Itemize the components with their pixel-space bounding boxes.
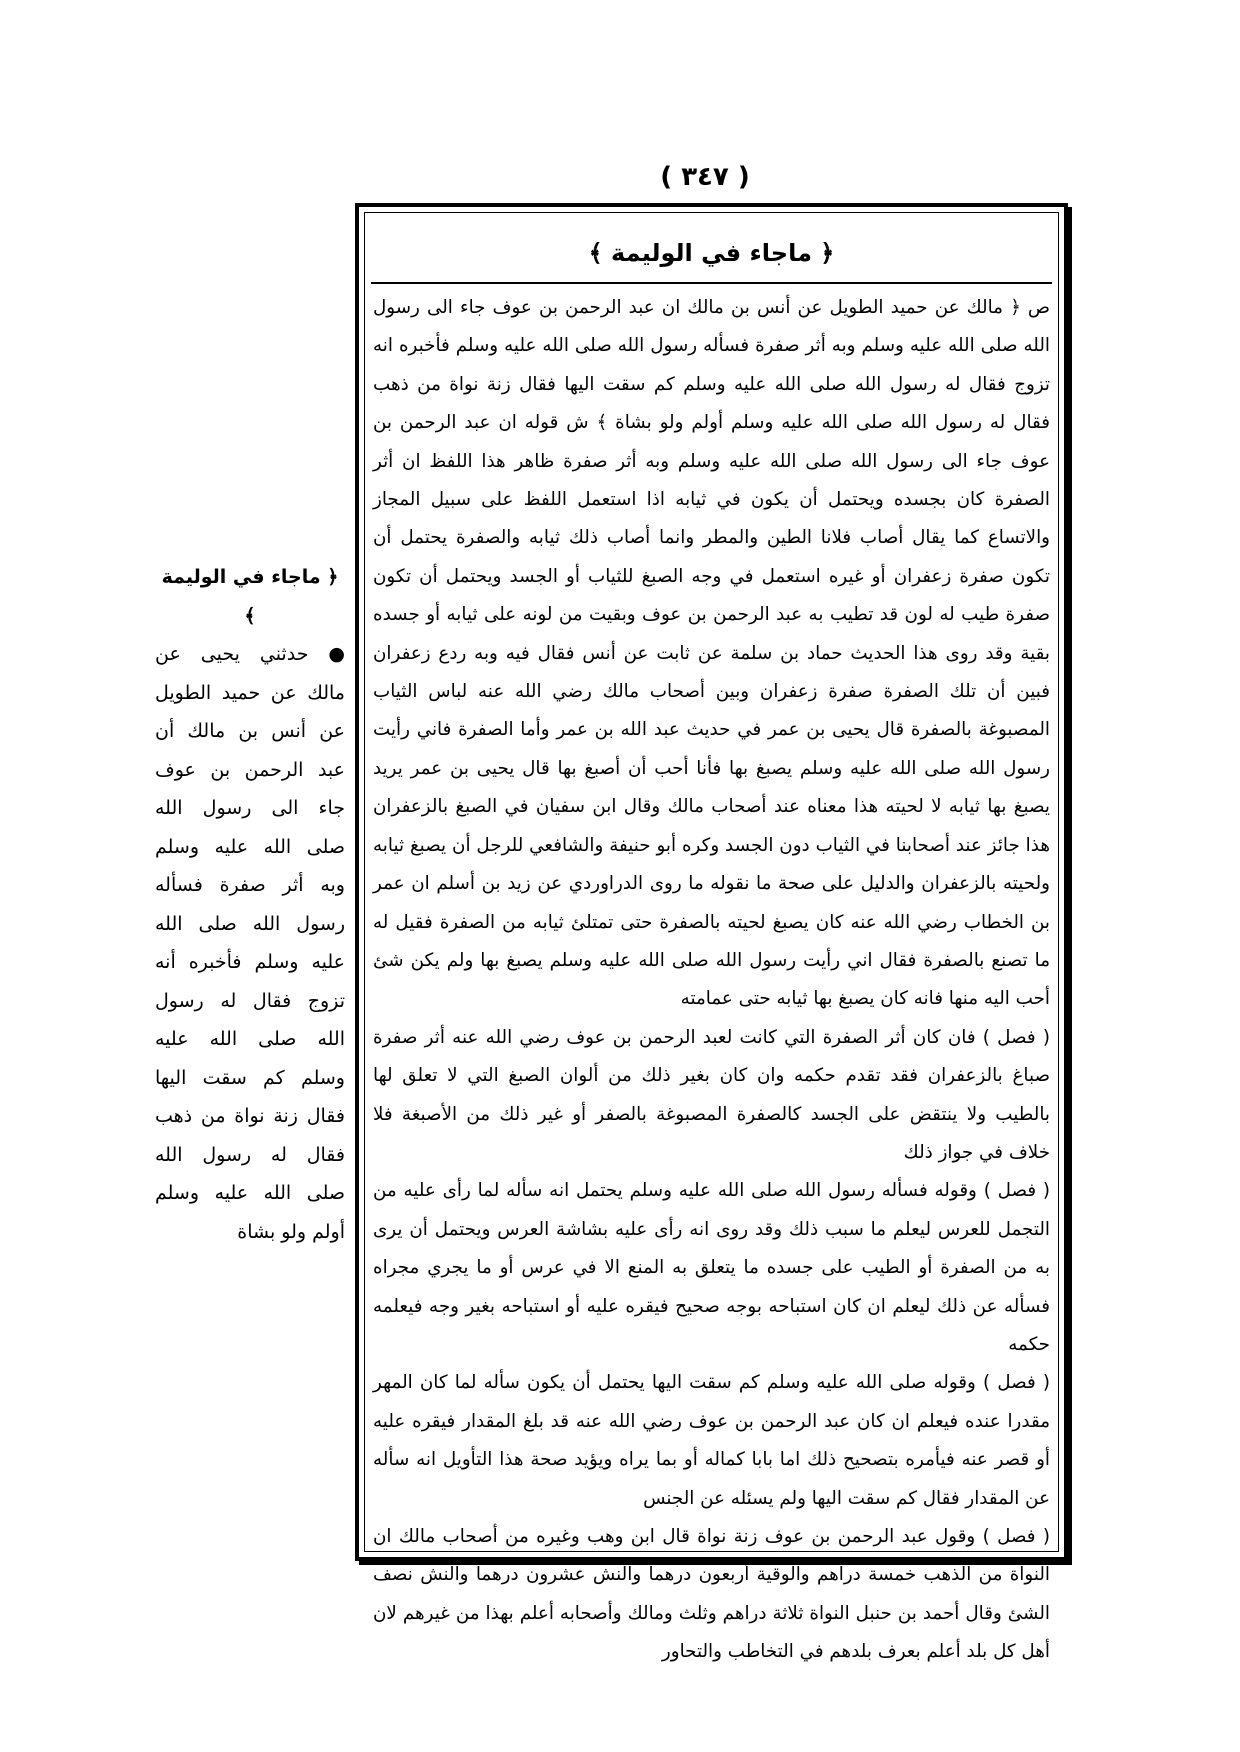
main-text-frame — [355, 203, 1068, 1663]
page-number: ( ٣٤٧ ) — [660, 162, 750, 192]
paragraph: ( فصل ) وقول عبد الرحمن بن عوف زنة نواة قال ابن وهب وغيره من أصحاب مالك ان النواة من الذهب خمسة دراهم والوقية أربعون درهما والنش عشرون درهما والنش نصف الشئ وقال أحمد بن حنبل النواة ثلاثة دراهم وثلث ومالك وأصحابه أعلم بهذا من غيرهم لان أهل كل بلد أعلم بعرف بلدهم في التخاطب والتحاور — [373, 1526, 1050, 1663]
paragraph: ص ﴿ مالك عن حميد الطويل عن أنس بن مالك ان عبد الرحمن بن عوف جاء الى رسول الله صلى الله عليه وسلم وبه أثر صفرة فسأله رسول الله صلى الله عليه وسلم فأخبره انه تزوج فقال له رسول الله صلى الله عليه وسلم كم سقت اليها فقال زنة نواة من ذهب فقال له رسول الله صلى الله عليه وسلم أولم ولو بشاة ﴾ ش قوله ان عبد الرحمن بن عوف جاء الى رسول الله صلى الله عليه وسلم وبه أثر صفرة ظاهر هذا اللفظ ان أثر الصفرة كان بجسده ويحتمل أن يكون في ثيابه اذا استعمل اللفظ على سبيل المجاز والاتساع كما يقال أصاب فلانا الطين والمطر وانما أصاب ذلك ثيابه والصفرة يحتمل أن تكون صفرة زعفران أو غيره استعمل في وجه الصبغ للثياب أو الجسد ويحتمل أن تكون صفرة طيب له لون قد تطيب به عبد الرحمن بن عوف وبقيت من لونه على ثيابه أو جسده بقية وقد روى هذا الحديث حماد بن سلمة عن ثابت عن أنس فقال فيه وبه ردع زعفران فبين أن تلك الصفرة صفرة زعفران وبين أصحاب مالك رضي الله عنه لباس الثياب المصبوغة بالصفرة قال يحيى بن عمر في حديث عبد الله بن عمر وأما الصفرة فاني رأيت رسول الله صلى الله عليه وسلم يصبغ بها فأنا أحب أن أصبغ بها قال يحيى بن عمر يريد يصبغ بها ثيابه لا لحيته هذا معناه عند أصحاب مالك وقال ابن سفيان في الصبغ بالزعفران هذا جائز عند أصحابنا في الثياب دون الجسد وكره أبو حنيفة والشافعي للرجل أن يصبغ ثيابه ولحيته بالزعفران والدليل على صحة ما نقوله ما روى الدراوردي عن زيد بن أسلم ان عمر بن الخطاب رضي الله عنه كان يصبغ لحيته بالصفرة حتى تمتلئ ثيابه من الصفرة فقيل له ما تصنع بالصفرة فقال اني رأيت رسول الله صلى الله عليه وسلم يصبغ بها ولم يكن شئ أحب اليه منها فانه كان يصبغ بها ثيابه حتى عمامته — [373, 297, 1050, 1010]
sidebar-text: ● حدثني يحيى عن مالك عن حميد الطويل عن أنس بن مالك أن عبد الرحمن بن عوف جاء الى رسول الله صلى الله عليه وسلم وبه أثر صفرة فسأله رسول الله صلى الله عليه وسلم فأخبره أنه تزوج فقال له رسول الله صلى الله عليه وسلم كم سقت اليها فقال زنة نواة من ذهب فقال له رسول الله صلى الله عليه وسلم أولم ولو بشاة — [155, 643, 345, 1243]
paragraph: ( فصل ) وقوله صلى الله عليه وسلم كم سقت اليها يحتمل أن يكون سأله لما كان المهر مقدرا عنده فيعلم ان كان عبد الرحمن بن عوف رضي الله عنه قد بلغ المقدار فيقره عليه أو قصر عنه فيأمره بتصحيح ذلك اما بابا كماله أو بما يراه ويؤيد صحة هذا التأويل انه سأله عن المقدار فقال كم سقت اليها ولم يسئله عن الجنس — [373, 1372, 1050, 1509]
chapter-heading: ﴿ ماجاء في الوليمة ﴾ — [588, 239, 835, 267]
sidebar-hadith — [155, 558, 345, 1251]
sidebar-heading: ﴿ ماجاء في الوليمة ﴾ — [161, 566, 339, 627]
paragraph: ( فصل ) وقوله فسأله رسول الله صلى الله عليه وسلم يحتمل انه سأله لما رأى عليه من التجمل للعرس ليعلم ما سبب ذلك وقد روى انه رأى عليه بشاشة العرس ويحتمل أن يرى به من الصفرة أو الطيب على جسده ما يتعلق به المنع الا في عرس أو ما يجري مجراه فسأله عن ذلك ليعلم ان كان استباحه بوجه صحيح فيقره عليه أو استباحه بغير وجه فيعلمه حكمه — [373, 1180, 1050, 1355]
paragraph: ( فصل ) فان كان أثر الصفرة التي كانت لعبد الرحمن بن عوف رضي الله عنه أثر صفرة صباغ بالزعفران فقد تقدم حكمه وان كان بغير ذلك من ألوان الصبغ التي لا تعلق لها بالطيب ولا ينتقض على الجسد كالصفرة المصبوغة بالصفر أو غير ذلك من الأصبغة فلا خلاف في جواز ذلك — [373, 1026, 1050, 1163]
commentary-text — [373, 289, 1050, 1672]
heading-divider — [371, 282, 1052, 284]
